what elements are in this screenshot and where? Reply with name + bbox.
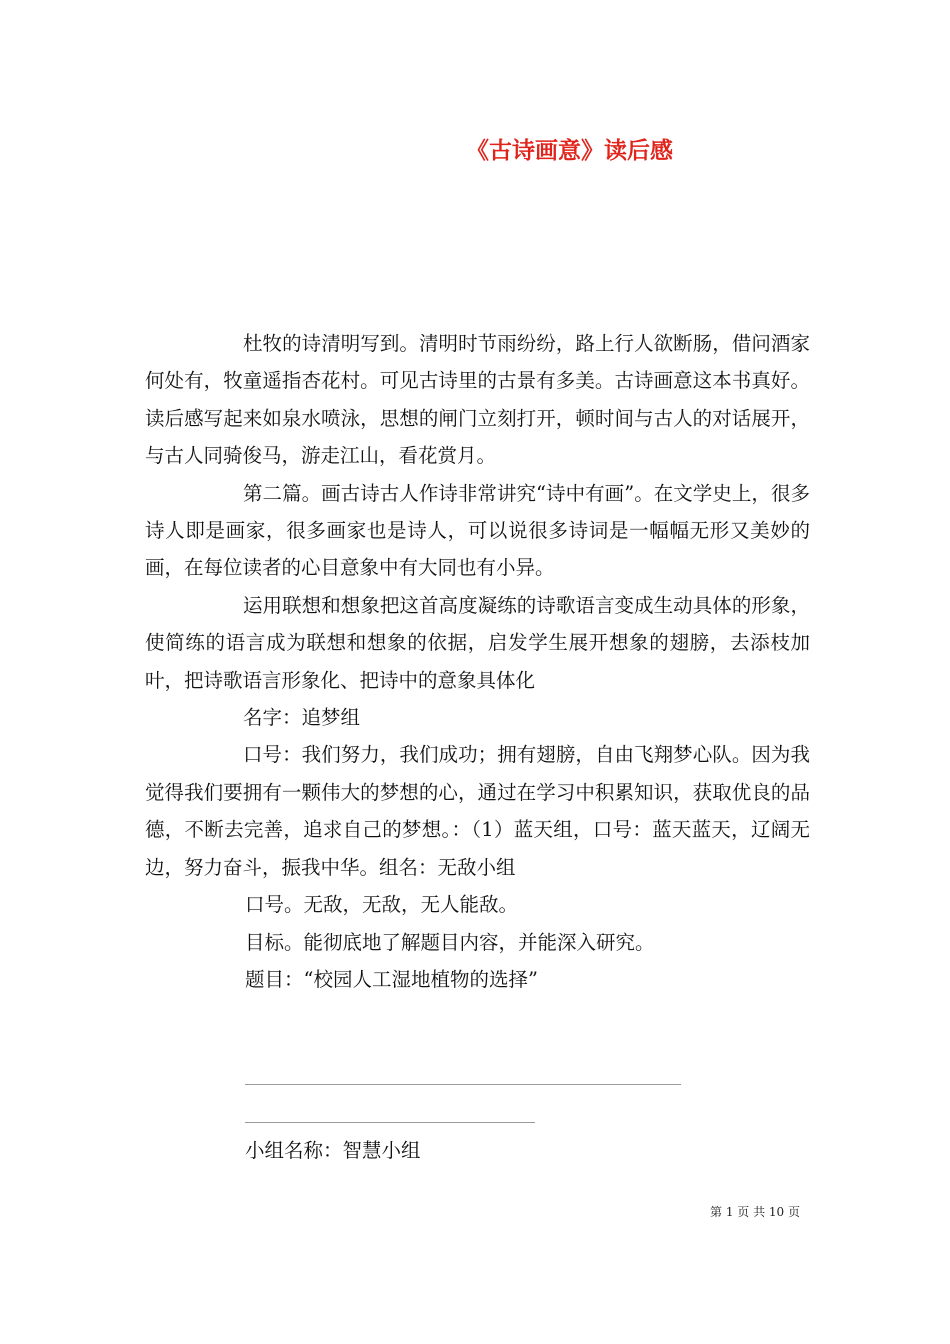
underline-blank-2 [245,1122,535,1123]
line-goal: 目标。能彻底地了解题目内容，并能深入研究。 [245,930,655,954]
underline-blank-1 [245,1084,681,1085]
paragraph-slogan: 口号：我们努力，我们成功；拥有翅膀，自由飞翔梦心队。因为我觉得我们要拥有一颗伟大的梦想的心，通过在学习中积累知识，获取优良的品德，不断去完善，追求自己的梦想。：（1）蓝天组，口号：蓝天蓝天，辽阔无边，努力奋斗，振我中华。组名：无敌小组 [145,743,810,879]
document-body [145,325,810,998]
paragraph-second-article: 第二篇。画古诗古人作诗非常讲究“诗中有画”。在文学史上，很多诗人即是画家，很多画家也是诗人，可以说很多诗词是一幅幅无形又美妙的画，在每位读者的心目意象中有大同也有小异。 [145,481,810,580]
document-title: 《古诗画意》读后感 [466,137,673,164]
paragraph-group-name: 名字：追梦组 [243,706,361,730]
page-number-footer: 第 1 页 共 10 页 [710,1205,800,1219]
line-slogan-invincible: 口号。无敌，无敌，无人能敌。 [245,893,519,917]
paragraph-imagination: 运用联想和想象把这首高度凝练的诗歌语言变成生动具体的形象，使简练的语言成为联想和想象的依据，启发学生展开想象的翅膀，去添枝加叶，把诗歌语言形象化、把诗中的意象具体化 [145,593,810,692]
line-topic: 题目：“校园人工湿地植物的选择” [245,967,538,991]
group-name-line: 小组名称：智慧小组 [245,1139,421,1162]
paragraph-dumu-poem: 杜牧的诗清明写到。清明时节雨纷纷，路上行人欲断肠，借问酒家何处有，牧童遥指杏花村。可见古诗里的古景有多美。古诗画意这本书真好。读后感写起来如泉水喷泳，思想的闸门立刻打开，顿时间与古人的对话展开，与古人同骑俊马，游走江山，看花赏月。 [145,332,810,468]
